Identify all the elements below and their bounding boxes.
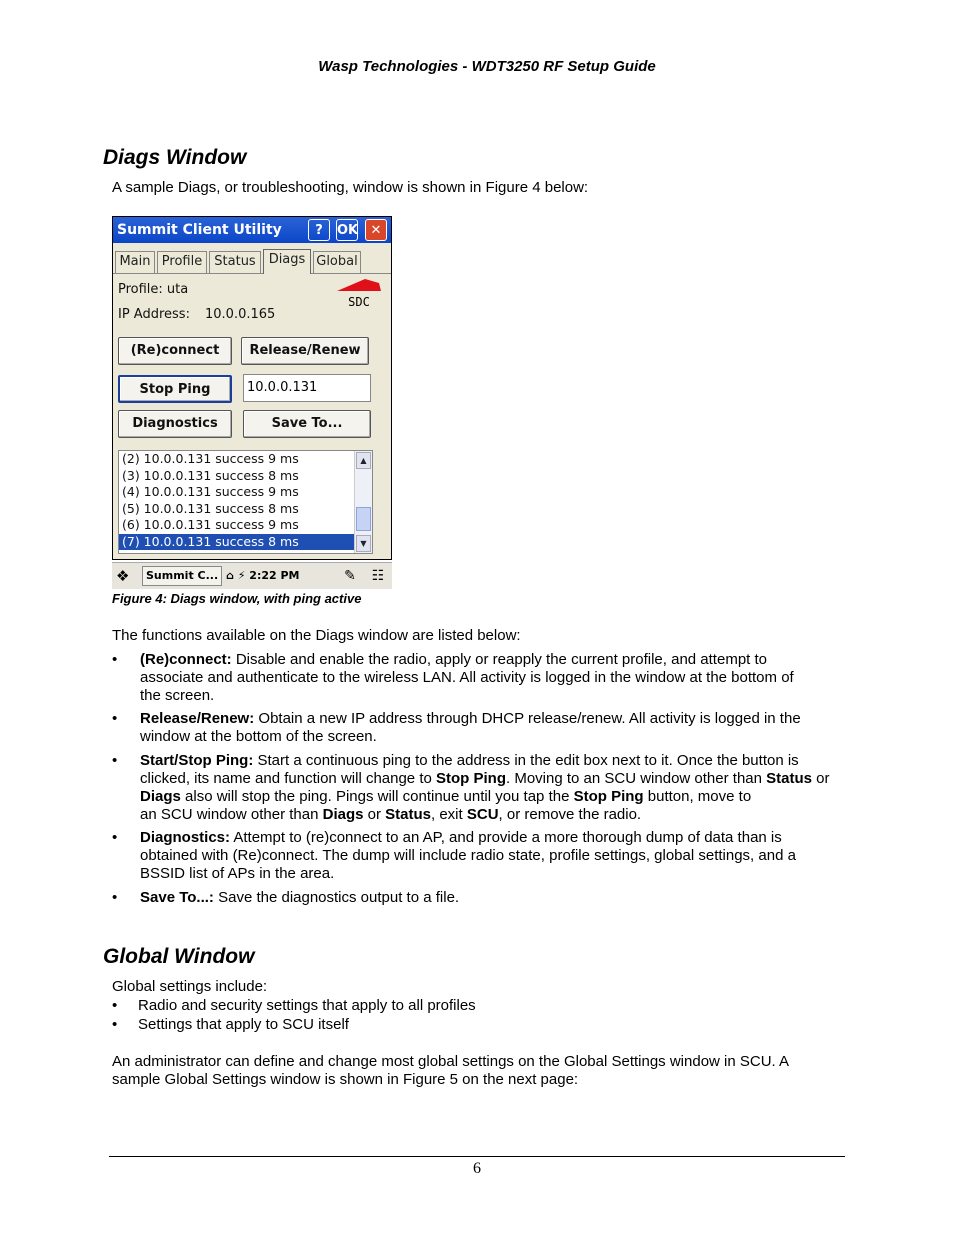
network-icon[interactable]: ⌂ — [226, 569, 234, 582]
scroll-up-icon[interactable]: ▲ — [356, 452, 371, 469]
scroll-down-icon[interactable]: ▼ — [356, 535, 371, 552]
global-heading: Global Window — [103, 945, 255, 968]
ok-button[interactable]: OK — [336, 219, 358, 241]
close-icon[interactable]: ✕ — [365, 219, 387, 241]
figure-caption: Figure 4: Diags window, with ping active — [112, 591, 362, 606]
tab-strip — [113, 249, 391, 273]
bullet-ping: • Start/Stop Ping: Start a continuous ping to the address in the edit box next to it. Once the button is clicked, its name and function will change to Stop Ping. Moving to an SCU window other than Status or Diags also will stop the ping. Pings will continue until you tap the Stop Ping button, move to an SCU window other than Diags or Status, exit SCU, or remove the radio. — [112, 752, 830, 823]
tab-diags[interactable]: Diags — [263, 249, 311, 274]
sdc-logo-icon — [335, 277, 383, 309]
scroll-thumb[interactable] — [356, 507, 371, 531]
title-bar — [113, 217, 391, 243]
tab-status[interactable]: Status — [209, 251, 261, 273]
global-paragraph: An administrator can define and change most global settings on the Global Settings window in SCU. A sample Global Settings window is shown in Figure 5 on the next page: — [112, 1053, 790, 1088]
ip-value: 10.0.0.165 — [205, 307, 276, 322]
tab-main[interactable]: Main — [115, 251, 155, 273]
diags-heading: Diags Window — [103, 146, 247, 169]
log-row-selected[interactable]: (7) 10.0.0.131 success 8 ms — [119, 534, 372, 551]
ping-log-list[interactable] — [118, 450, 373, 554]
bullet-release: • Release/Renew: Obtain a new IP address through DHCP release/renew. All activity is logged in the window at the bottom of the screen. — [112, 710, 801, 745]
tab-global[interactable]: Global — [313, 251, 361, 273]
functions-intro: The functions available on the Diags window are listed below: — [112, 627, 521, 644]
global-bullet: • Radio and security settings that apply to all profiles — [112, 997, 476, 1014]
diagnostics-button[interactable]: Diagnostics — [118, 410, 232, 438]
keyboard-icon[interactable]: ☷ — [371, 568, 385, 584]
footer-rule — [109, 1156, 845, 1157]
tab-divider — [113, 273, 391, 274]
log-row[interactable]: (2) 10.0.0.131 success 9 ms — [122, 451, 299, 466]
window-title: Summit Client Utility — [117, 222, 282, 238]
log-row[interactable]: (3) 10.0.0.131 success 8 ms — [122, 467, 299, 483]
log-row[interactable]: (4) 10.0.0.131 success 9 ms — [122, 484, 299, 499]
tab-profile[interactable]: Profile — [157, 251, 207, 273]
page-number: 6 — [473, 1160, 481, 1177]
taskbar-task-button[interactable]: Summit C... — [142, 566, 222, 586]
profile-label: Profile: uta — [118, 282, 189, 297]
reconnect-button[interactable]: (Re)connect — [118, 337, 232, 365]
running-header: Wasp Technologies - WDT3250 RF Setup Guide — [318, 58, 656, 75]
help-button[interactable]: ? — [308, 219, 330, 241]
bullet-diagnostics: • Diagnostics: Attempt to (re)connect to an AP, and provide a more thorough dump of data than is obtained with (Re)connect. The dump will include radio state, profile settings, global settings, and a BSSID list of APs in the area. — [112, 829, 796, 882]
release-renew-button[interactable]: Release/Renew — [241, 337, 369, 365]
diags-intro: A sample Diags, or troubleshooting, window is shown in Figure 4 below: — [112, 179, 589, 196]
log-scrollbar[interactable] — [354, 451, 372, 553]
bullet-reconnect: • (Re)connect: Disable and enable the radio, apply or reapply the current profile, and attempt to associate and authenticate to the wireless LAN. All activity is logged in the window at the bottom of the screen. — [112, 651, 794, 704]
taskbar — [112, 562, 392, 589]
save-to-button[interactable]: Save To... — [243, 410, 371, 438]
global-bullet: • Settings that apply to SCU itself — [112, 1016, 349, 1033]
bullet-save: • Save To...: Save the diagnostics output to a file. — [112, 889, 460, 906]
signal-icon[interactable]: ✎ — [344, 568, 356, 584]
ping-address-input[interactable]: 10.0.0.131 — [243, 374, 371, 402]
power-icon[interactable]: ⚡ — [237, 569, 246, 582]
ip-label: IP Address: — [118, 307, 190, 322]
global-intro: Global settings include: — [112, 978, 268, 995]
windows-start-icon[interactable]: ❖ — [116, 567, 130, 585]
clock[interactable]: 2:22 PM — [249, 569, 300, 582]
system-tray — [226, 566, 336, 586]
stop-ping-button[interactable]: Stop Ping — [118, 375, 232, 403]
log-row[interactable]: (6) 10.0.0.131 success 9 ms — [122, 517, 299, 532]
diags-window-screenshot — [112, 216, 392, 560]
log-row[interactable]: (5) 10.0.0.131 success 8 ms — [122, 500, 299, 516]
logo-text: SDC — [348, 295, 370, 309]
